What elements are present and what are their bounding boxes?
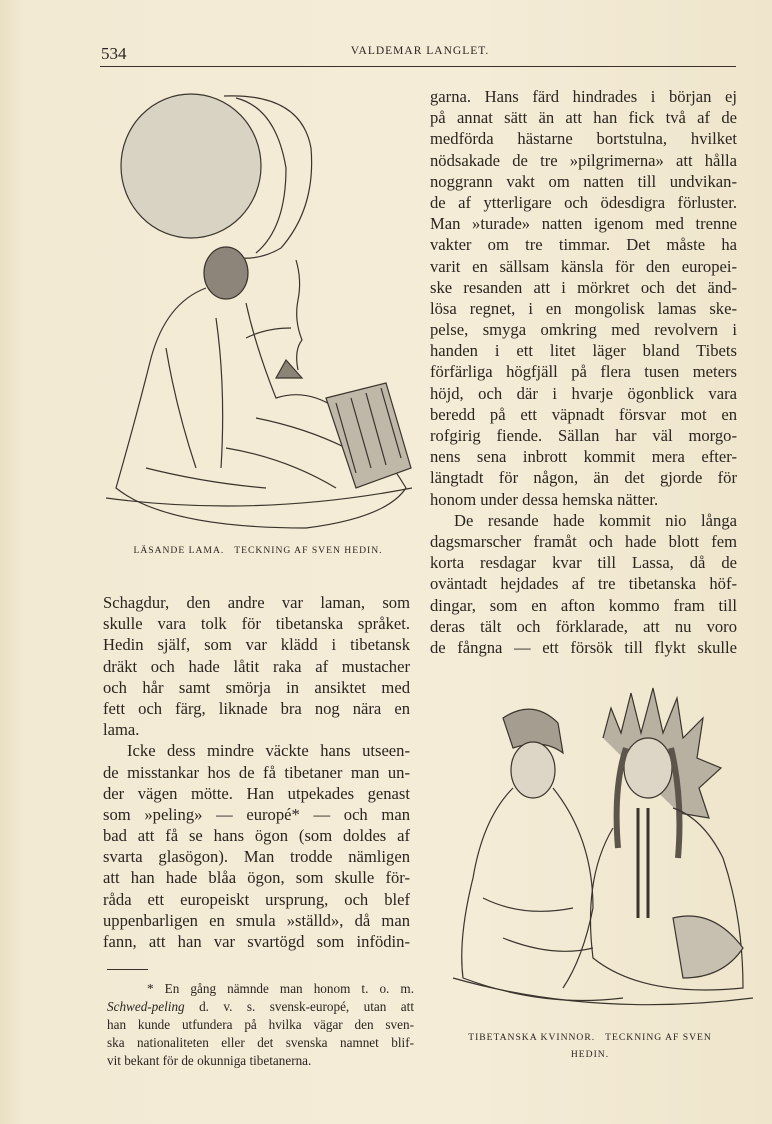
- text-line: fann, att han var svartögd som infödin-: [103, 932, 410, 951]
- text-line: dingar, som en afton kommo fram till: [430, 595, 737, 615]
- text-line: svarta glasögon). Man trodde nämligen: [103, 847, 410, 867]
- text-line: rofgirig fiende. Sällan har väl morgo-: [430, 426, 737, 445]
- text-line: skulle vara tolk för tibetanska språket.: [103, 614, 410, 634]
- footnote-italic-term: Schwed-peling: [107, 999, 185, 1014]
- footnote-line: * En gång nämnde man honom t. o. m.: [147, 981, 414, 996]
- text-line: beredd på ett väpnadt försvar mot en: [430, 404, 737, 424]
- text-line: oväntadt hejdades af tre tibetanska höf-: [430, 574, 737, 594]
- text-line: nödsakade de tre »pilgrimerna» att hålla: [430, 150, 737, 170]
- text-line: och hår samt smörja in ansiktet med: [103, 677, 410, 697]
- right-column-text: [430, 86, 737, 658]
- text-line: handen i ett litet läger bland Tibets: [430, 341, 737, 361]
- footnote-text: d. v. s. svensk-europé, utan att: [184, 999, 414, 1014]
- text-line: honom under dessa hemska nätter.: [430, 489, 659, 509]
- text-line: korta resdagar kvar till Lassa, då de: [430, 553, 737, 573]
- drum: [121, 94, 261, 238]
- text-line: förfärliga högfjäll på flera tusen meters: [430, 362, 737, 382]
- text-line: der vägen mötte. Han utpekades genast: [103, 783, 410, 803]
- footnote-rule: [107, 969, 148, 970]
- figure-2-caption-line-1: TIBETANSKA KVINNOR. TECKNING AF SVEN: [468, 1032, 712, 1043]
- illustration-reading-lama: [106, 88, 412, 533]
- footnote-line: han kunde utfundera på hvilka vägar den sven-: [107, 1017, 414, 1032]
- text-line: vakter om tre timmar. Det måste ha: [430, 235, 737, 255]
- text-line: längtadt för någon, än det gjorde för: [430, 468, 737, 488]
- text-line: lösa regnet, i en mongolisk lamas ske-: [430, 298, 737, 318]
- text-line: de misstankar hos de få tibetaner man un-: [103, 762, 410, 782]
- text-line: Schagdur, den andre var laman, som: [103, 593, 410, 612]
- footnote: [107, 980, 414, 1070]
- text-line: noggrann vakt om natten till undvikan-: [430, 171, 737, 191]
- text-line: pelse, smyga omkring med revolvern i: [430, 320, 737, 340]
- text-line: att han hade blåa ögon, som skulle för-: [103, 868, 410, 888]
- footnote-line: vit bekant för de okunniga tibetanerna.: [107, 1053, 312, 1068]
- text-line: dräkt och hade låtit raka af mustacher: [103, 656, 410, 676]
- text-line: de fångna — ett försök till flykt skulle: [430, 637, 737, 657]
- figure-2-caption-line-2: HEDIN.: [570, 1049, 610, 1060]
- text-line: Hedin själf, som var klädd i tibetansk: [103, 635, 410, 655]
- text-line: varit en sällsam känsla för den europei-: [430, 256, 737, 276]
- text-line: råda ett europeiskt ursprung, och blef: [103, 889, 410, 909]
- text-line: fett och färg, liknade bra nog nära en: [103, 698, 410, 718]
- figure-1-caption: LÄSANDE LAMA. TECKNING AF SVEN HEDIN.: [133, 545, 383, 556]
- text-line: bad att få se hans ögon (som doldes af: [103, 826, 410, 846]
- text-line: Icke dess mindre väckte hans utseen-: [127, 741, 410, 761]
- text-line: dagsmarscher framåt och hade blott fem: [430, 531, 737, 551]
- text-line: de af ytterligare och ödesdigra förluster.: [430, 192, 737, 212]
- running-title: VALDEMAR LANGLET.: [350, 45, 490, 57]
- text-line: Man »turade» natten igenom med trenne: [430, 214, 737, 234]
- text-line: garna. Hans färd hindrades i början ej: [430, 87, 737, 106]
- text-line: De resande hade kommit nio långa: [454, 510, 737, 530]
- illustration-tibetan-women: [443, 678, 753, 1018]
- text-line: som »peling» — europé* — och man: [103, 804, 410, 824]
- text-line: deras tält och förklarade, att nu voro: [430, 616, 737, 636]
- text-line: ske resanden att i mörkret och det änd-: [430, 277, 737, 297]
- footnote-line: ska nationaliteten eller det svenska namnet blif-: [107, 1035, 414, 1050]
- text-line: nens sena inbrott kommit mera efter-: [430, 447, 737, 467]
- text-line: på annat sätt än att han fick två af de: [430, 108, 737, 128]
- text-line: medförda hästarne bortstulna, hvilket: [430, 129, 737, 149]
- text-line: höjd, och där i hvarje ögonblick vara: [430, 383, 737, 403]
- text-line: uppenbarligen en smula »ställd», då man: [103, 910, 410, 930]
- header-rule: [100, 66, 736, 67]
- text-line: lama.: [103, 720, 140, 740]
- left-column-text: [103, 592, 410, 952]
- page-number: 534: [101, 44, 127, 63]
- footnote-line: [107, 998, 414, 1016]
